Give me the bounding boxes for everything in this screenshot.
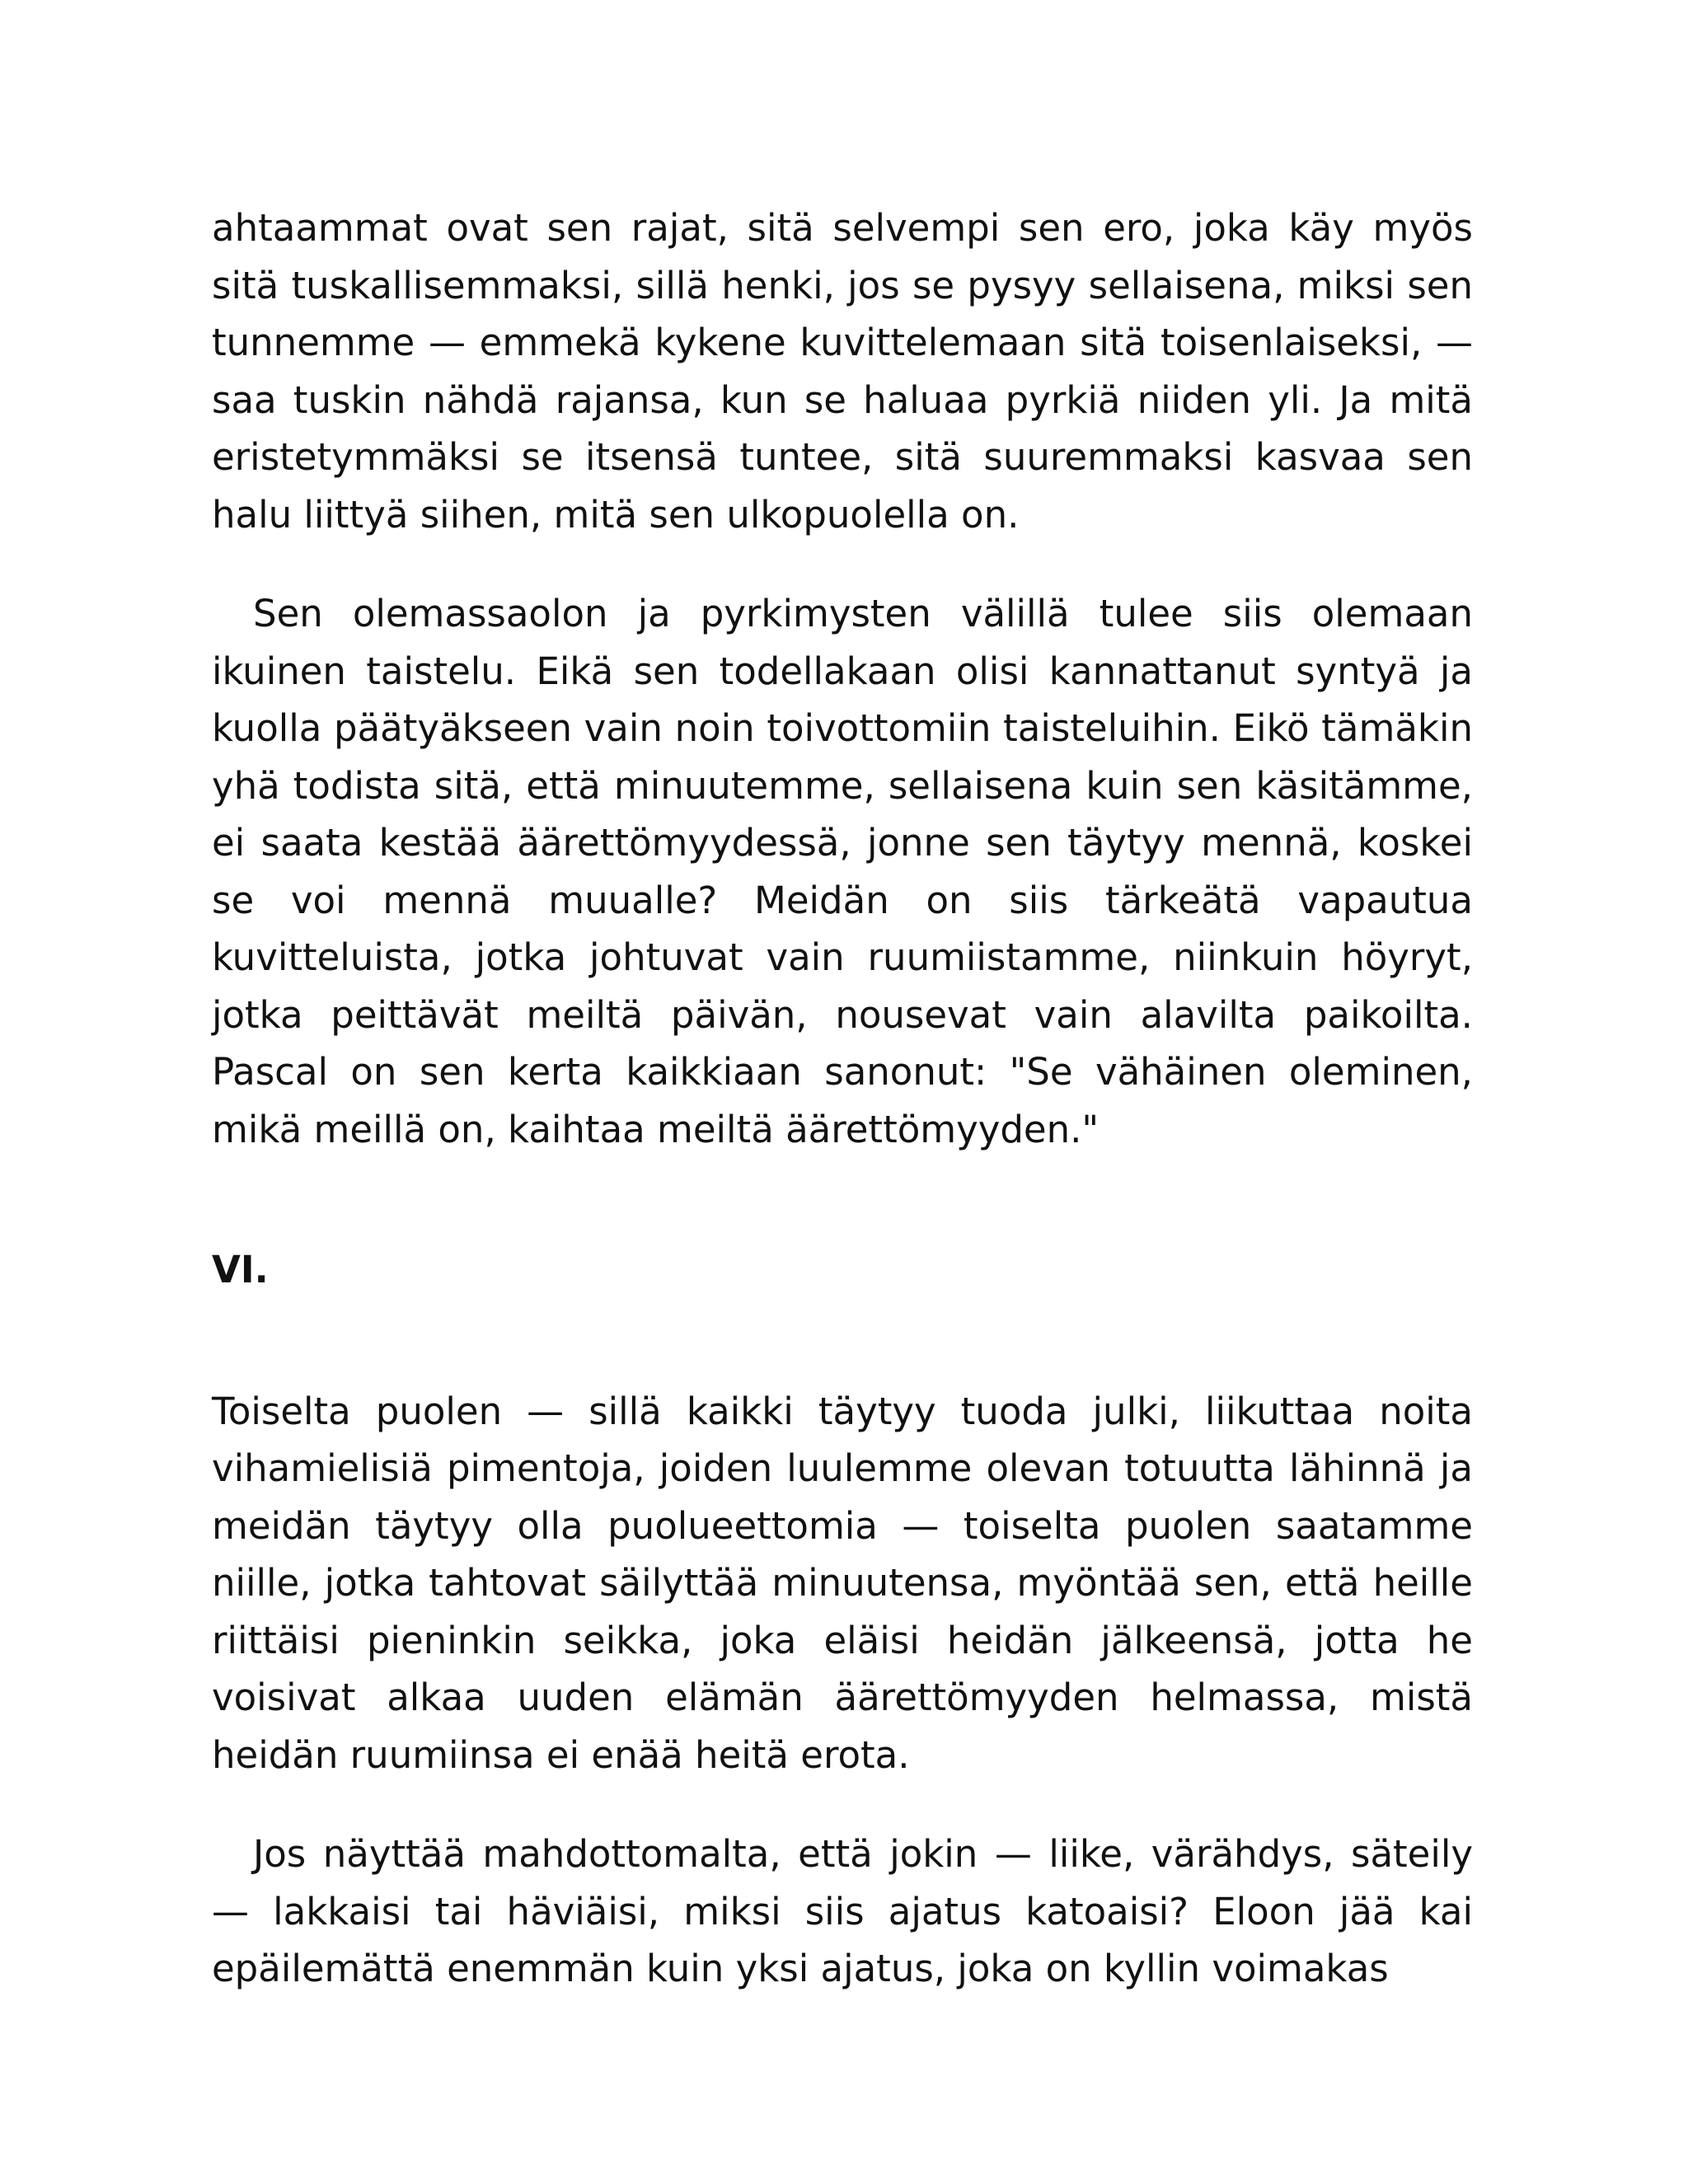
paragraph-3: Toiselta puolen — sillä kaikki täytyy tuoda julki, liikuttaa noita vihamielisiä pimentoja, joiden luulemme olevan totuutta lähinnä ja meidän täytyy olla puolueettomia — toiselta puolen saatamme niille, jotka tahtovat säilyttää minuutensa, myöntää sen, että heille riittäisi pieninkin seikka, joka eläisi heidän jälkeensä, jotta he voisivat alkaa uuden elämän äärettömyyden helmassa, mistä heidän ruumiinsa ei enää heitä erota. <box>212 1389 1473 1777</box>
paragraph-1: ahtaammat ovat sen rajat, sitä selvempi sen ero, joka käy myös sitä tuskallisemmaksi, sillä henki, jos se pysyy sellaisena, miksi sen tunnemme — emmekä kykene kuvittelemaan sitä toisenlaiseksi, — saa tuskin nähdä rajansa, kun se haluaa pyrkiä niiden yli. Ja mitä eristetymmäksi se itsensä tuntee, sitä suuremmaksi kasvaa sen halu liittyä siihen, mitä sen ulkopuolella on. <box>212 206 1473 537</box>
paragraph-4: Jos näyttää mahdottomalta, että jokin — liike, värähdys, säteily — lakkaisi tai häviäisi, miksi siis ajatus katoaisi? Eloon jää kai epäilemättä enemmän kuin yksi ajatus, joka on kyllin voimakas <box>212 1832 1473 1990</box>
section-heading: VI. <box>212 1248 269 1291</box>
text-column <box>212 199 1473 1998</box>
paragraph-2: Sen olemassaolon ja pyrkimysten välillä tulee siis olemaan ikuinen taistelu. Eikä sen todellakaan olisi kannattanut syntyä ja kuolla päätyäkseen vain noin toivottomiin taisteluihin. Eikö tämäkin yhä todista sitä, että minuutemme, sellaisena kuin sen käsitämme, ei saata kestää äärettömyydessä, jonne sen täytyy mennä, koskei se voi mennä muualle? Meidän on siis tärkeätä vapautua kuvitteluista, jotka johtuvat vain ruumiistamme, niinkuin höyryt, jotka peittävät meiltä päivän, nousevat vain alavilta paikoilta. Pascal on sen kerta kaikkiaan sanonut: "Se vähäinen oleminen, mikä meillä on, kaihtaa meiltä äärettömyyden." <box>212 592 1473 1151</box>
